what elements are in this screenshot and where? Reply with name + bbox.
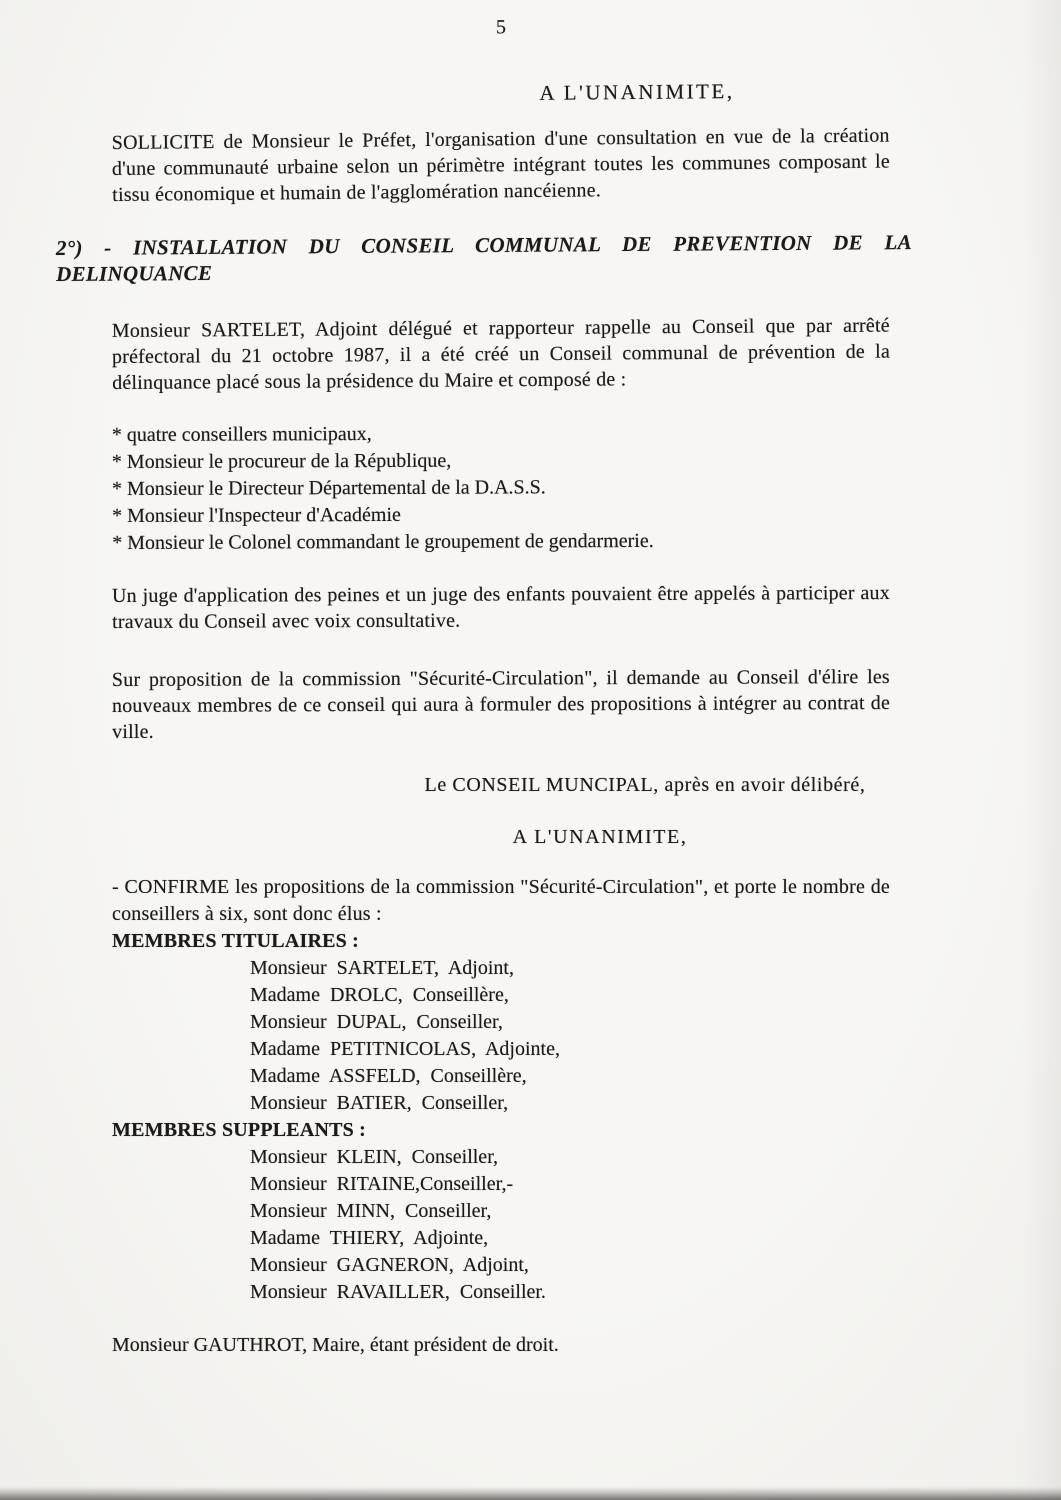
installation-paragraph: Monsieur SARTELET, Adjoint délégué et rapporteur rappelle au Conseil que par arrêté préfectoral du 21 octobre 1987, il a été créé un Conseil communal de prévention de la délinquance placé sous la présidence du Maire et composé de :: [111, 314, 891, 394]
proposition-paragraph: Sur proposition de la commission "Sécurité-Circulation", il demande au Conseil d'élire les nouveaux membres de ce conseil qui aura à formuler des propositions à intégrer au contrat de ville.: [111, 666, 891, 743]
section-heading: [56, 229, 912, 287]
composition-item: * Monsieur le Colonel commandant le groupement de gendarmerie.: [112, 529, 654, 554]
composition-item: * Monsieur le Directeur Départemental de la D.A.S.S.: [111, 476, 546, 500]
suppleants-label: MEMBRES SUPPLEANTS :: [112, 1119, 367, 1141]
president-line: Monsieur GAUTHROT, Maire, étant président de droit.: [112, 1334, 559, 1356]
sollicite-paragraph: SOLLICITE de Monsieur le Préfet, l'organisation d'une consultation en vue de la création d'une communauté urbaine selon un périmètre intégrant toutes les communes composant le tissu économique et humain de l'agglomération nancéienne.: [111, 124, 891, 206]
suppleant-member: Madame THIERY, Adjointe,: [250, 1227, 489, 1249]
suppleant-member: Monsieur RAVAILLER, Conseiller.: [250, 1281, 546, 1303]
scan-edge-shadow: [0, 1486, 1061, 1500]
section-heading-line1: 2°) - INSTALLATION DU CONSEIL COMMUNAL DE PREVENTION DE LA: [55, 230, 912, 261]
titulaire-member: Monsieur DUPAL, Conseiller,: [250, 1011, 503, 1033]
section-heading-line2: DELINQUANCE: [56, 260, 213, 286]
confirme-paragraph: - CONFIRME les propositions de la commission "Sécurité-Circulation", et porte le nombre de conseillers à six, sont donc élus :: [112, 876, 890, 925]
unanimity-statement-bottom: A L'UNANIMITE,: [512, 826, 688, 848]
titulaire-member: Madame DROLC, Conseillère,: [250, 984, 509, 1006]
composition-item: * Monsieur le procureur de la République,: [111, 449, 452, 474]
page-number: 5: [495, 16, 507, 39]
suppleant-member: Monsieur GAGNERON, Adjoint,: [250, 1254, 529, 1276]
titulaire-member: Monsieur SARTELET, Adjoint,: [250, 957, 514, 979]
suppleant-member: Monsieur RITAINE,Conseiller,-: [250, 1173, 514, 1195]
titulaire-member: Monsieur BATIER, Conseiller,: [250, 1092, 509, 1114]
suppleants-list: [112, 1144, 890, 1306]
composition-item: * quatre conseillers municipaux,: [111, 423, 372, 447]
titulaire-member: Madame PETITNICOLAS, Adjointe,: [250, 1038, 560, 1060]
composition-item: * Monsieur l'Inspecteur d'Académie: [112, 503, 401, 527]
titulaires-label: MEMBRES TITULAIRES :: [112, 930, 360, 952]
judges-paragraph: Un juge d'application des peines et un juge des enfants pouvaient être appelés à participer aux travaux du Conseil avec voix consultative.: [111, 582, 890, 633]
titulaires-list: [112, 955, 890, 1117]
deliberation-line: Le CONSEIL MUNCIPAL, après en avoir délibéré,: [424, 774, 866, 796]
titulaire-member: Madame ASSFELD, Conseillère,: [250, 1065, 527, 1087]
suppleant-member: Monsieur MINN, Conseiller,: [250, 1200, 492, 1222]
suppleant-member: Monsieur KLEIN, Conseiller,: [250, 1146, 499, 1168]
unanimity-statement-top: A L'UNANIMITE,: [539, 79, 735, 105]
election-results: [112, 874, 890, 1306]
composition-list: [112, 419, 891, 557]
